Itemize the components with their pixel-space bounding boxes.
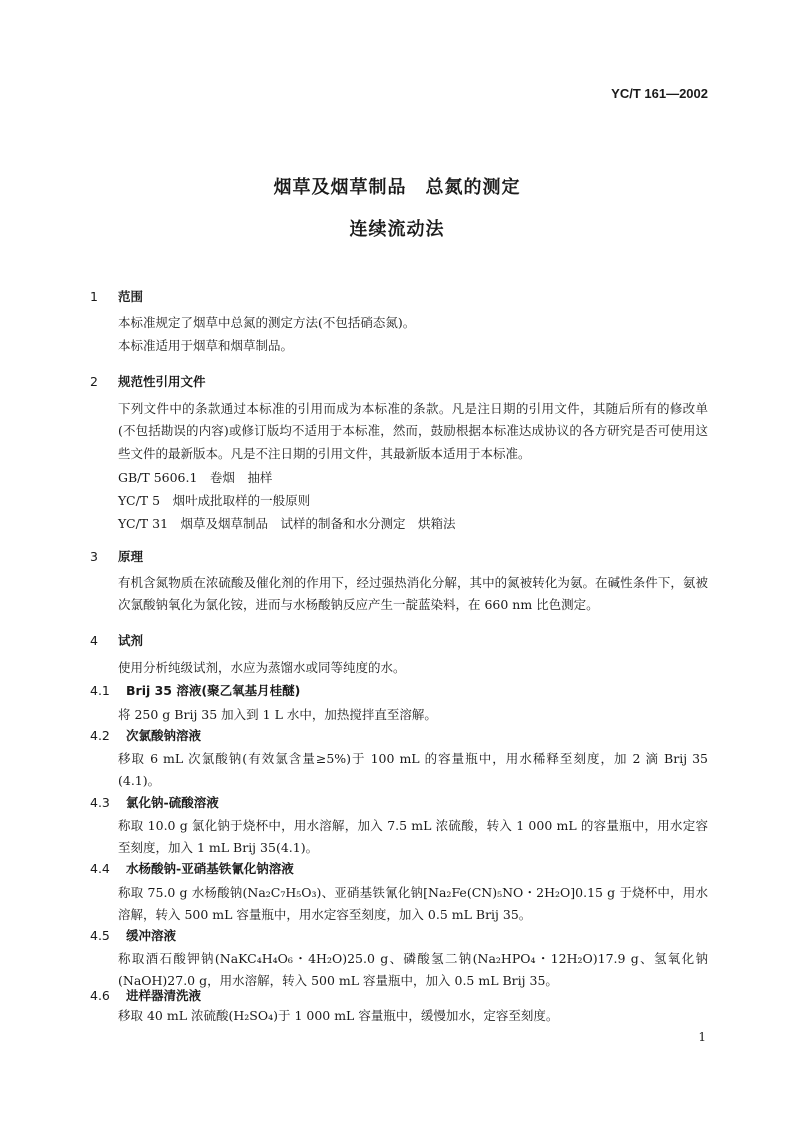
- paragraph: 称取 75.0 g 水杨酸钠(Na₂C₇H₅O₃)、亚硝基铁氰化钠[Na₂Fe(CN)₅NO・2H₂O]0.15 g 于烧杯中，用水溶解，转入 500 mL 容量瓶中，用水定容至刻度，加入 0.5 mL Brij 35。: [118, 885, 708, 923]
- paragraph: 使用分析纯级试剂，水应为蒸馏水或同等纯度的水。: [118, 660, 406, 675]
- page-number: 1: [698, 1030, 706, 1044]
- section-heading-3: 3 原理: [90, 549, 144, 564]
- subsection-heading: 4.6 进样器清洗液: [90, 988, 202, 1003]
- subsection-heading: 4.3 氯化钠-硫酸溶液: [90, 795, 219, 810]
- paragraph: 移取 6 mL 次氯酸钠(有效氯含量≥5%)于 100 mL 的容量瓶中，用水稀释至刻度，加 2 滴 Brij 35 (4.1)。: [118, 751, 708, 789]
- section-heading-4: 4 试剂: [90, 633, 144, 648]
- document-subtitle: 连续流动法: [349, 219, 445, 240]
- paragraph: 称取 10.0 g 氯化钠于烧杯中，用水溶解，加入 7.5 mL 浓硫酸，转入 1 000 mL 的容量瓶中，用水定容至刻度，加入 1 mL Brij 35(4.1)。: [118, 818, 708, 856]
- subsection-heading: 4.4 水杨酸钠-亚硝基铁氰化钠溶液: [90, 861, 294, 876]
- paragraph: 下列文件中的条款通过本标准的引用而成为本标准的条款。凡是注日期的引用文件，其随后所有的修改单(不包括勘误的内容)或修订版均不适用于本标准，然而，鼓励根据本标准达成协议的各方研究是否可使用这些文件的最新版本。凡是不注日期的引用文件，其最新版本适用于本标准。: [118, 401, 708, 461]
- reference-item: GB/T 5606.1 卷烟 抽样: [118, 470, 273, 485]
- document-title: 烟草及烟草制品 总氮的测定: [273, 177, 521, 198]
- standard-number: YC/T 161—2002: [611, 86, 708, 101]
- paragraph: 本标准规定了烟草中总氮的测定方法(不包括硝态氮)。: [118, 315, 416, 330]
- paragraph: 移取 40 mL 浓硫酸(H₂SO₄)于 1 000 mL 容量瓶中，缓慢加水，定容至刻度。: [118, 1008, 559, 1023]
- subsection-heading: 4.1 Brij 35 溶液(聚乙氧基月桂醚): [90, 683, 301, 698]
- subsection-heading: 4.2 次氯酸钠溶液: [90, 728, 202, 743]
- paragraph: 将 250 g Brij 35 加入到 1 L 水中，加热搅拌直至溶解。: [118, 707, 437, 722]
- subsection-heading: 4.5 缓冲溶液: [90, 928, 177, 943]
- reference-item: YC/T 31 烟草及烟草制品 试样的制备和水分测定 烘箱法: [118, 516, 456, 531]
- paragraph: 有机含氮物质在浓硫酸及催化剂的作用下，经过强热消化分解，其中的氮被转化为氨。在碱性条件下，氨被次氯酸钠氧化为氯化铵，进而与水杨酸钠反应产生一靛蓝染料，在 660 nm 比色测定。: [118, 575, 708, 613]
- section-heading-1: 1 范围: [90, 289, 144, 304]
- reference-item: YC/T 5 烟叶成批取样的一般原则: [118, 493, 311, 508]
- section-heading-2: 2 规范性引用文件: [90, 374, 206, 389]
- paragraph: 称取酒石酸钾钠(NaKC₄H₄O₆・4H₂O)25.0 g、磷酸氢二钠(Na₂HPO₄・12H₂O)17.9 g、氢氧化钠(NaOH)27.0 g，用水溶解，转入 500 mL 容量瓶中，加入 0.5 mL Brij 35。: [118, 951, 708, 989]
- paragraph: 本标准适用于烟草和烟草制品。: [118, 338, 294, 353]
